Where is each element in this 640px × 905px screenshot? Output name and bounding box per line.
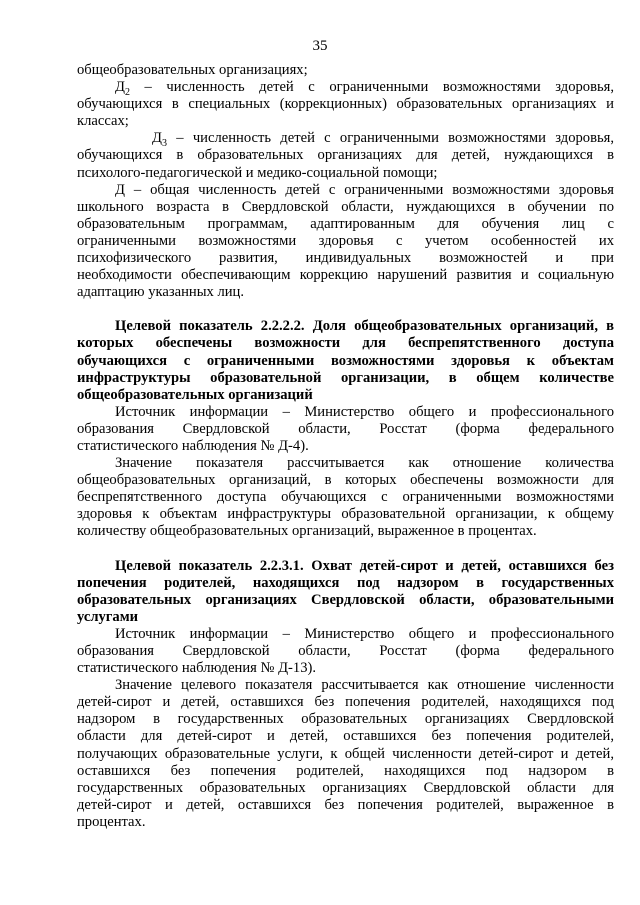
paragraph-d-total [77, 182, 614, 302]
paragraph-value-2 [77, 677, 614, 831]
text-line: процентах. [77, 813, 146, 830]
text-line: надзором в государственных образовательных организациях Свердловской [77, 711, 614, 728]
text-line: общеобразовательных организаций [77, 386, 313, 403]
text-line: статистического наблюдения № Д-4). [77, 437, 309, 454]
text-line: обучающихся в специальных (коррекционных) образовательных организациях и [77, 96, 614, 113]
text-line: которых обеспечены возможности для беспрепятственного доступа [77, 335, 614, 352]
text-fragment: – численность детей с ограниченными возможностями здоровья, [166, 130, 614, 147]
symbol-subscript: 3 [161, 138, 167, 150]
symbol-subscript: 2 [124, 87, 130, 98]
text-line: Целевой показатель 2.2.2.2. Доля общеобразовательных организаций, в [115, 318, 614, 335]
text-line: образования Свердловской области, Росстат (форма федерального [77, 420, 614, 437]
paragraph-d2 [77, 79, 614, 130]
text-line: Целевой показатель 2.2.3.1. Охват детей-сирот и детей, оставшихся без [115, 557, 614, 574]
text-line: образовательных организациях Свердловской области, образовательными [77, 591, 614, 608]
heading-indicator-2222 [77, 318, 614, 403]
text-line: статистического наблюдения № Д-13). [77, 660, 317, 677]
spacer [77, 541, 614, 558]
heading-indicator-2231 [77, 558, 614, 626]
text-line: обучающихся в образовательных организациях для детей, нуждающихся в [77, 147, 614, 164]
paragraph-d1-tail [77, 62, 614, 79]
text-line: беспрепятственного доступа обучающихся с ограниченными возможностями [77, 489, 614, 506]
text-line [77, 79, 614, 96]
page-number: 35 [312, 38, 328, 54]
paragraph-value-1 [77, 455, 614, 540]
paragraph-source-2 [77, 626, 614, 677]
text-line: адаптацию указанных лиц. [77, 284, 245, 301]
text-line: необходимости обеспечивающим коррекцию нарушений развития и социальную [77, 267, 614, 284]
text-line: Д – общая численность детей с ограниченными возможностями здоровья [115, 181, 614, 198]
page-body [77, 62, 614, 831]
text-line: государственных образовательных организациях Свердловской области для [77, 779, 614, 796]
text-line: психолого-педагогической и медико-социальной помощи; [77, 164, 438, 181]
text-line: классах; [77, 113, 129, 130]
spacer [77, 301, 614, 318]
text-line: здоровья к объектам инфраструктуры образовательной организации, к общему [77, 506, 614, 523]
text-line: общеобразовательных организаций, в которых обеспечены возможности для [77, 472, 614, 489]
text-line: общеобразовательных организациях; [77, 62, 308, 78]
text-line: психофизического развития, индивидуальных возможностей и при [77, 250, 614, 267]
text-line [77, 130, 614, 150]
text-line: получающих образовательные услуги, к общей численности детей-сирот и детей, [77, 745, 614, 762]
text-line: количеству общеобразовательных организаций, выраженное в процентах. [77, 523, 537, 540]
text-fragment: – численность детей с ограниченными возможностями здоровья, [129, 79, 614, 96]
text-line: детей-сирот и детей, оставшихся без попечения родителей, выраженное в [77, 796, 614, 813]
text-line: детей-сирот и детей, оставшихся без попечения родителей, находящихся под [77, 694, 614, 711]
paragraph-source-1 [77, 404, 614, 455]
text-line: ограниченными возможностями здоровья с учетом особенностей их [77, 232, 614, 249]
text-line: инфраструктуры образовательной организации, в общем количестве [77, 369, 614, 386]
text-line: Источник информации – Министерство общего и профессионального [115, 403, 614, 420]
text-line: Значение целевого показателя рассчитывается как отношение численности [115, 677, 614, 694]
text-line: школьного возраста в Свердловской области, нуждающихся в обучении по [77, 198, 614, 215]
text-line: попечения родителей, находящихся под надзором в государственных [77, 574, 614, 591]
text-line: образовательным программам, адаптированным для обучения лиц с [77, 215, 614, 232]
paragraph-d3 [77, 130, 614, 181]
symbol: Д [115, 79, 125, 96]
text-line: обучающихся с ограниченными возможностями здоровья к объектам [77, 352, 614, 369]
text-line: образования Свердловской области, Росстат (форма федерального [77, 643, 614, 659]
symbol: Д [152, 130, 162, 147]
text-line: услугами [77, 608, 139, 625]
text-line: Источник информации – Министерство общего и профессионального [115, 625, 614, 642]
text-line: оставшихся без попечения родителей, находящихся под надзором в [77, 762, 614, 779]
text-line: Значение показателя рассчитывается как отношение количества [115, 455, 614, 472]
text-line: области для детей-сирот и детей, оставшихся без попечения родителей, [77, 728, 614, 745]
